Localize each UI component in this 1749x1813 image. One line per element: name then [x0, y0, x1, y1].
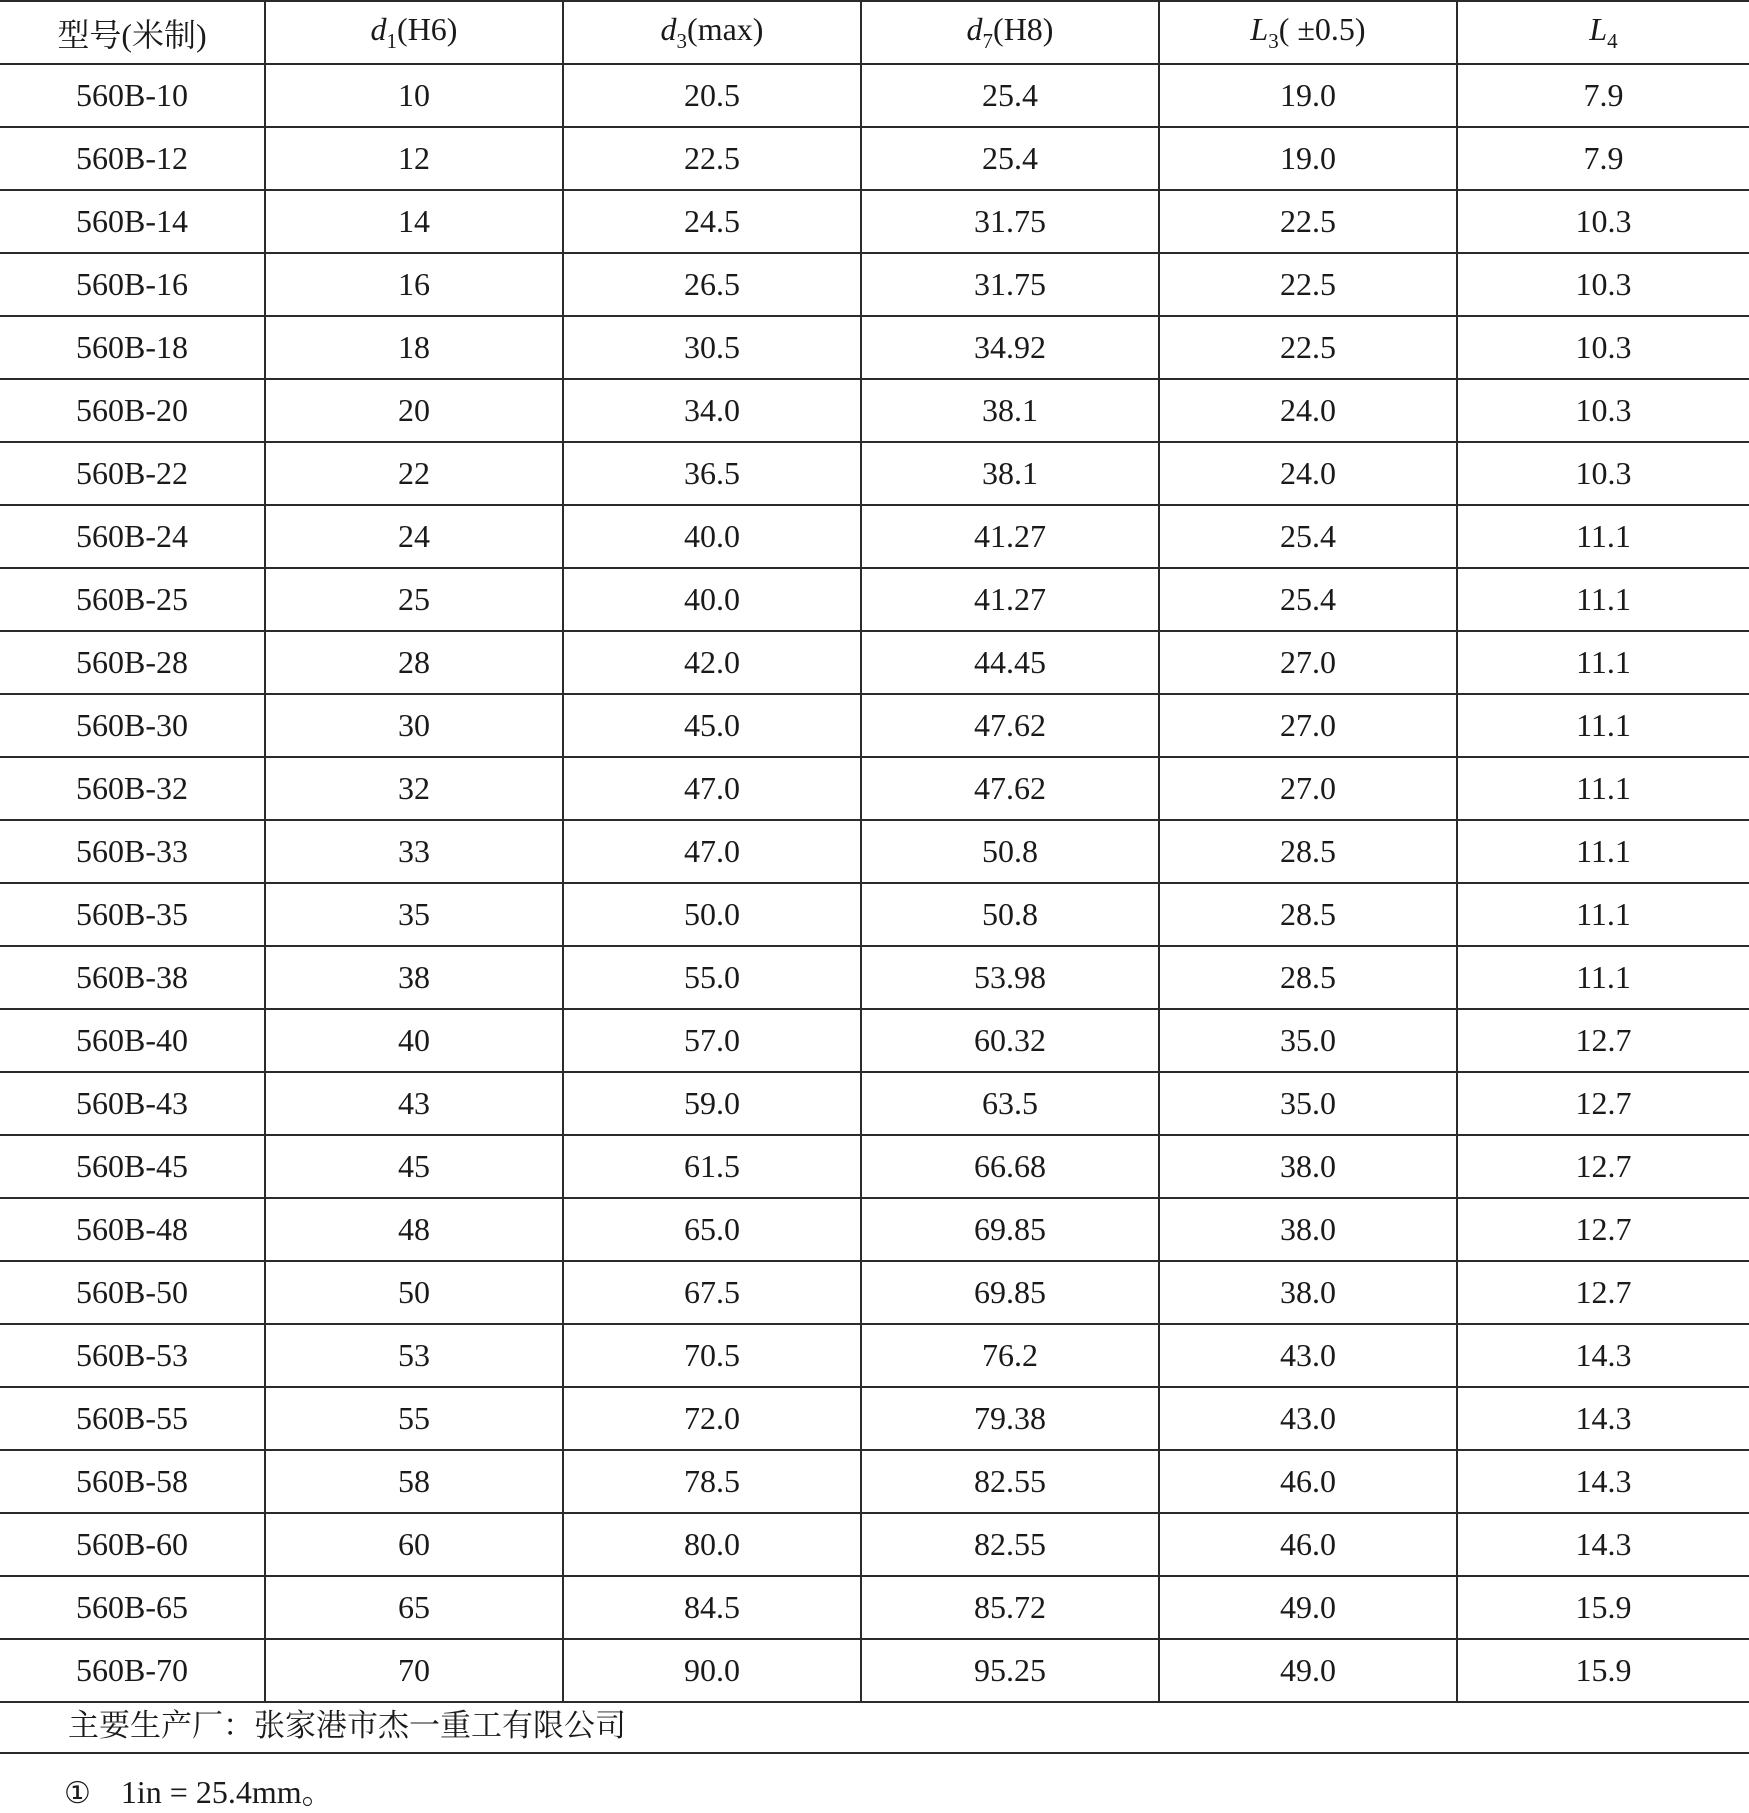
cell-d7: 31.75: [861, 253, 1159, 316]
cell-d1: 35: [265, 883, 563, 946]
cell-model: 560B-28: [0, 631, 265, 694]
cell-d1: 30: [265, 694, 563, 757]
cell-model: 560B-35: [0, 883, 265, 946]
cell-d1: 43: [265, 1072, 563, 1135]
header-d3-suffix: (max): [687, 11, 764, 47]
cell-d3: 67.5: [563, 1261, 861, 1324]
table-row: [0, 1513, 1749, 1576]
cell-model: 560B-65: [0, 1576, 265, 1639]
cell-model: 560B-12: [0, 127, 265, 190]
cell-d3: 34.0: [563, 379, 861, 442]
cell-L3: 38.0: [1159, 1261, 1457, 1324]
cell-d3: 45.0: [563, 694, 861, 757]
cell-d1: 53: [265, 1324, 563, 1387]
header-d3: [563, 1, 861, 64]
cell-d1: 50: [265, 1261, 563, 1324]
cell-L3: 38.0: [1159, 1135, 1457, 1198]
cell-d7: 41.27: [861, 568, 1159, 631]
cell-d7: 50.8: [861, 883, 1159, 946]
cell-model: 560B-50: [0, 1261, 265, 1324]
cell-d7: 95.25: [861, 1639, 1159, 1702]
cell-model: 560B-25: [0, 568, 265, 631]
header-model: 型号(米制): [0, 1, 265, 64]
cell-model: 560B-70: [0, 1639, 265, 1702]
table-row: [0, 316, 1749, 379]
cell-d1: 24: [265, 505, 563, 568]
cell-d7: 82.55: [861, 1513, 1159, 1576]
cell-L4: 14.3: [1457, 1324, 1749, 1387]
footnote-marker: ①: [64, 1776, 91, 1811]
cell-L4: 10.3: [1457, 379, 1749, 442]
header-d7-symbol: d: [966, 11, 983, 47]
cell-L4: 12.7: [1457, 1198, 1749, 1261]
table-row: [0, 442, 1749, 505]
table-row: [0, 64, 1749, 127]
cell-d3: 50.0: [563, 883, 861, 946]
cell-model: 560B-30: [0, 694, 265, 757]
table-row: [0, 631, 1749, 694]
cell-d1: 38: [265, 946, 563, 1009]
cell-L3: 35.0: [1159, 1009, 1457, 1072]
cell-L4: 10.3: [1457, 442, 1749, 505]
cell-L4: 7.9: [1457, 127, 1749, 190]
cell-d3: 40.0: [563, 505, 861, 568]
cell-d3: 30.5: [563, 316, 861, 379]
cell-d7: 25.4: [861, 64, 1159, 127]
cell-d1: 65: [265, 1576, 563, 1639]
cell-d3: 72.0: [563, 1387, 861, 1450]
cell-d1: 70: [265, 1639, 563, 1702]
footnote-end: 。: [301, 1773, 334, 1811]
cell-d7: 82.55: [861, 1450, 1159, 1513]
cell-d7: 38.1: [861, 379, 1159, 442]
cell-d1: 25: [265, 568, 563, 631]
table-row: [0, 820, 1749, 883]
cell-d1: 20: [265, 379, 563, 442]
cell-L4: 15.9: [1457, 1639, 1749, 1702]
cell-model: 560B-33: [0, 820, 265, 883]
cell-d3: 61.5: [563, 1135, 861, 1198]
table-row: [0, 379, 1749, 442]
cell-model: 560B-38: [0, 946, 265, 1009]
cell-d3: 55.0: [563, 946, 861, 1009]
cell-L3: 35.0: [1159, 1072, 1457, 1135]
cell-L3: 25.4: [1159, 505, 1457, 568]
cell-d7: 31.75: [861, 190, 1159, 253]
cell-L3: 22.5: [1159, 190, 1457, 253]
cell-d1: 55: [265, 1387, 563, 1450]
table-row: [0, 1639, 1749, 1702]
cell-d7: 60.32: [861, 1009, 1159, 1072]
cell-d7: 76.2: [861, 1324, 1159, 1387]
cell-L3: 27.0: [1159, 631, 1457, 694]
cell-d3: 42.0: [563, 631, 861, 694]
cell-d7: 47.62: [861, 757, 1159, 820]
header-L4-sub: 4: [1607, 29, 1618, 53]
cell-d7: 79.38: [861, 1387, 1159, 1450]
cell-L3: 22.5: [1159, 316, 1457, 379]
table-row: [0, 1009, 1749, 1072]
cell-L3: 28.5: [1159, 883, 1457, 946]
footnote-text: 1in = 25.4mm: [120, 1774, 302, 1810]
table-row: [0, 1450, 1749, 1513]
cell-d7: 25.4: [861, 127, 1159, 190]
cell-L4: 11.1: [1457, 694, 1749, 757]
cell-d1: 33: [265, 820, 563, 883]
header-d1-symbol: d: [370, 11, 387, 47]
cell-d3: 80.0: [563, 1513, 861, 1576]
cell-d7: 47.62: [861, 694, 1159, 757]
cell-model: 560B-24: [0, 505, 265, 568]
cell-L3: 46.0: [1159, 1513, 1457, 1576]
cell-model: 560B-32: [0, 757, 265, 820]
table-row: [0, 505, 1749, 568]
cell-d7: 44.45: [861, 631, 1159, 694]
cell-d3: 84.5: [563, 1576, 861, 1639]
cell-L4: 12.7: [1457, 1135, 1749, 1198]
header-L3-sub: 3: [1268, 29, 1279, 53]
header-d3-symbol: d: [660, 11, 677, 47]
cell-L4: 15.9: [1457, 1576, 1749, 1639]
cell-L4: 11.1: [1457, 820, 1749, 883]
cell-model: 560B-20: [0, 379, 265, 442]
cell-d7: 63.5: [861, 1072, 1159, 1135]
cell-d3: 47.0: [563, 757, 861, 820]
cell-L3: 24.0: [1159, 379, 1457, 442]
cell-d7: 34.92: [861, 316, 1159, 379]
cell-L4: 12.7: [1457, 1261, 1749, 1324]
cell-L4: 11.1: [1457, 883, 1749, 946]
cell-d1: 48: [265, 1198, 563, 1261]
cell-d1: 58: [265, 1450, 563, 1513]
table-row: [0, 1576, 1749, 1639]
cell-L3: 49.0: [1159, 1639, 1457, 1702]
cell-d7: 69.85: [861, 1261, 1159, 1324]
cell-d3: 36.5: [563, 442, 861, 505]
table-row: [0, 1135, 1749, 1198]
cell-model: 560B-18: [0, 316, 265, 379]
cell-model: 560B-16: [0, 253, 265, 316]
table-row: [0, 127, 1749, 190]
cell-d1: 10: [265, 64, 563, 127]
cell-d7: 66.68: [861, 1135, 1159, 1198]
cell-L3: 49.0: [1159, 1576, 1457, 1639]
header-L4-symbol: L: [1589, 11, 1608, 47]
cell-d1: 14: [265, 190, 563, 253]
cell-L4: 7.9: [1457, 64, 1749, 127]
table-row: [0, 1261, 1749, 1324]
cell-L4: 10.3: [1457, 190, 1749, 253]
cell-L3: 19.0: [1159, 127, 1457, 190]
cell-model: 560B-22: [0, 442, 265, 505]
table-row: [0, 1387, 1749, 1450]
header-d7-sub: 7: [982, 29, 994, 53]
cell-d7: 41.27: [861, 505, 1159, 568]
cell-d3: 22.5: [563, 127, 861, 190]
cell-L4: 14.3: [1457, 1450, 1749, 1513]
cell-model: 560B-14: [0, 190, 265, 253]
cell-d1: 16: [265, 253, 563, 316]
cell-L4: 10.3: [1457, 316, 1749, 379]
table-row: [0, 1324, 1749, 1387]
cell-L3: 27.0: [1159, 694, 1457, 757]
footer-divider: [0, 1752, 1749, 1754]
cell-d3: 57.0: [563, 1009, 861, 1072]
table-body: [0, 64, 1749, 1702]
cell-d3: 90.0: [563, 1639, 861, 1702]
cell-d1: 40: [265, 1009, 563, 1072]
table-row: [0, 694, 1749, 757]
cell-model: 560B-10: [0, 64, 265, 127]
footnote: [64, 1767, 334, 1813]
cell-model: 560B-58: [0, 1450, 265, 1513]
cell-d1: 28: [265, 631, 563, 694]
cell-d7: 85.72: [861, 1576, 1159, 1639]
cell-L3: 22.5: [1159, 253, 1457, 316]
header-L3-symbol: L: [1250, 11, 1269, 47]
cell-L4: 11.1: [1457, 568, 1749, 631]
cell-L3: 28.5: [1159, 946, 1457, 1009]
cell-d7: 38.1: [861, 442, 1159, 505]
cell-d1: 18: [265, 316, 563, 379]
cell-L4: 11.1: [1457, 946, 1749, 1009]
cell-L4: 14.3: [1457, 1387, 1749, 1450]
table-row: [0, 190, 1749, 253]
table-row: [0, 253, 1749, 316]
cell-model: 560B-53: [0, 1324, 265, 1387]
cell-L3: 25.4: [1159, 568, 1457, 631]
header-L3-suffix: ( ±0.5): [1278, 11, 1366, 47]
cell-d3: 40.0: [563, 568, 861, 631]
table-row: [0, 946, 1749, 1009]
header-row: [0, 1, 1749, 64]
cell-L4: 12.7: [1457, 1072, 1749, 1135]
table-row: [0, 568, 1749, 631]
cell-model: 560B-43: [0, 1072, 265, 1135]
cell-d3: 59.0: [563, 1072, 861, 1135]
cell-model: 560B-48: [0, 1198, 265, 1261]
cell-L3: 46.0: [1159, 1450, 1457, 1513]
cell-d1: 45: [265, 1135, 563, 1198]
cell-d7: 69.85: [861, 1198, 1159, 1261]
cell-L4: 12.7: [1457, 1009, 1749, 1072]
cell-d7: 53.98: [861, 946, 1159, 1009]
table-row: [0, 1198, 1749, 1261]
cell-model: 560B-55: [0, 1387, 265, 1450]
cell-d1: 22: [265, 442, 563, 505]
cell-d3: 78.5: [563, 1450, 861, 1513]
cell-d1: 60: [265, 1513, 563, 1576]
header-d1: [265, 1, 563, 64]
cell-model: 560B-60: [0, 1513, 265, 1576]
cell-d1: 32: [265, 757, 563, 820]
cell-L3: 24.0: [1159, 442, 1457, 505]
header-d1-sub: 1: [386, 29, 398, 53]
cell-d3: 47.0: [563, 820, 861, 883]
cell-L4: 11.1: [1457, 757, 1749, 820]
cell-L4: 11.1: [1457, 631, 1749, 694]
header-d7-suffix: (H8): [993, 11, 1054, 47]
cell-d1: 12: [265, 127, 563, 190]
cell-L3: 38.0: [1159, 1198, 1457, 1261]
cell-model: 560B-45: [0, 1135, 265, 1198]
cell-L3: 43.0: [1159, 1387, 1457, 1450]
cell-L4: 14.3: [1457, 1513, 1749, 1576]
cell-L4: 11.1: [1457, 505, 1749, 568]
cell-L3: 43.0: [1159, 1324, 1457, 1387]
cell-L3: 28.5: [1159, 820, 1457, 883]
cell-d3: 70.5: [563, 1324, 861, 1387]
cell-d3: 24.5: [563, 190, 861, 253]
table-row: [0, 883, 1749, 946]
header-d1-suffix: (H6): [397, 11, 458, 47]
cell-L3: 27.0: [1159, 757, 1457, 820]
header-L4: [1457, 1, 1749, 64]
cell-L3: 19.0: [1159, 64, 1457, 127]
cell-d3: 65.0: [563, 1198, 861, 1261]
header-L3: [1159, 1, 1457, 64]
table-header: [0, 1, 1749, 64]
cell-d3: 20.5: [563, 64, 861, 127]
cell-d7: 50.8: [861, 820, 1159, 883]
cell-d3: 26.5: [563, 253, 861, 316]
table-row: [0, 757, 1749, 820]
header-d7: [861, 1, 1159, 64]
manufacturer-text: 主要生产厂：张家港市杰一重工有限公司: [68, 1708, 626, 1744]
header-d3-sub: 3: [676, 29, 688, 53]
cell-model: 560B-40: [0, 1009, 265, 1072]
table-row: [0, 1072, 1749, 1135]
cell-L4: 10.3: [1457, 253, 1749, 316]
